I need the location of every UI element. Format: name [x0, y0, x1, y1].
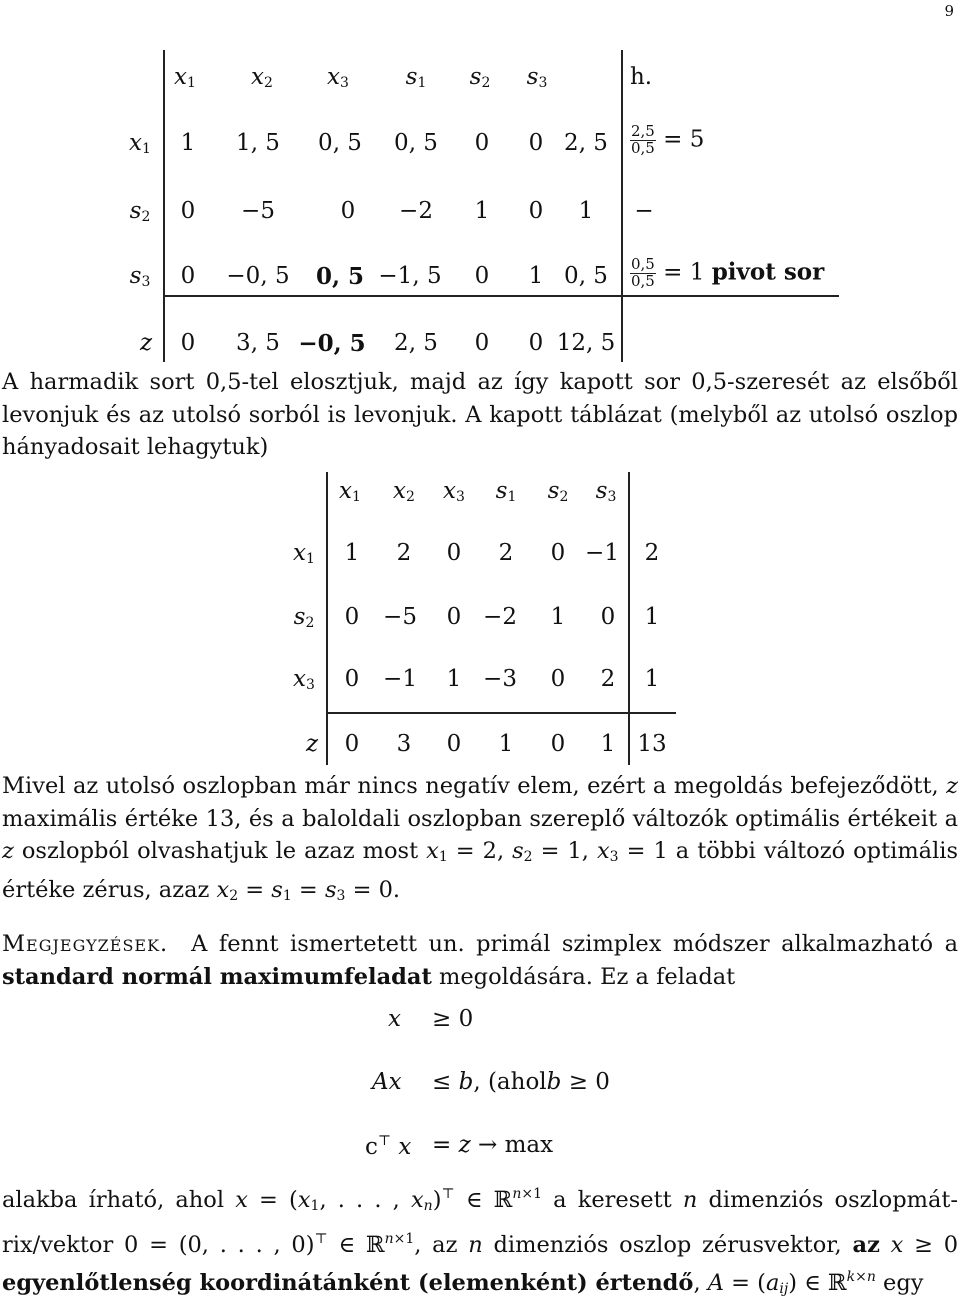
table1-row2-label: $s_2$: [129, 198, 151, 225]
table-cell: −5: [241, 198, 275, 224]
table1-header-h: h.: [629, 64, 653, 90]
table-cell: 0: [344, 604, 360, 630]
table1-header-x3: $x_3$: [327, 64, 349, 91]
table1-header-x1: $x_1$: [174, 64, 196, 91]
table1-row3-label: $s_3$: [129, 263, 151, 290]
table-cell: −2: [483, 604, 517, 630]
table-cell: −0, 5: [298, 330, 366, 357]
table-cell: 1: [528, 263, 544, 289]
table-cell: 12, 5: [556, 330, 616, 356]
table1-header-s2: $s_2$: [469, 64, 491, 91]
system-lhs-3: c⊤ x: [365, 1133, 412, 1160]
table1-row2-ratio: −: [634, 198, 654, 224]
table-cell: 0: [550, 540, 566, 566]
table-cell: 0: [474, 330, 490, 356]
table-cell: 1: [644, 604, 660, 630]
table1-row1-label: $x_1$: [129, 130, 151, 157]
table-cell: 1, 5: [236, 130, 280, 156]
table-cell: 1: [550, 604, 566, 630]
table-cell: 1: [180, 130, 196, 156]
table-cell: 0: [528, 130, 544, 156]
table-cell: 0: [474, 130, 490, 156]
table-cell: −1, 5: [378, 263, 442, 289]
page-number: 9: [944, 2, 954, 20]
table-cell: 2, 5: [564, 130, 608, 156]
table1-header-x2: $x_2$: [251, 64, 273, 91]
table-cell: 0: [528, 198, 544, 224]
table-cell: 1: [474, 198, 490, 224]
table1-row3-ratio: $\frac{0,5}{0,5}$ = 1 pivot sor: [631, 255, 825, 290]
table-cell: 0, 5: [318, 130, 362, 156]
table-cell: 1: [600, 731, 616, 757]
table2-header-s2: $s_2$: [547, 478, 569, 505]
table1-bottom-rule: [163, 295, 839, 297]
table2-header-x2: $x_2$: [393, 478, 415, 505]
table-cell: −2: [399, 198, 433, 224]
table2-header-s3: $s_3$: [595, 478, 617, 505]
table-cell: −3: [483, 666, 517, 692]
table-cell: 0: [344, 666, 360, 692]
pivot-row-note: pivot sor: [711, 258, 825, 286]
table-cell: 2: [396, 540, 412, 566]
table-cell: 0: [180, 263, 196, 289]
table1-row1-ratio: $\frac{2,5}{0,5}$ = 5: [631, 122, 705, 157]
table-cell: 1: [344, 540, 360, 566]
table2-left-rule: [326, 472, 328, 765]
table-cell: 2: [600, 666, 616, 692]
table-cell: 2: [644, 540, 660, 566]
paragraph-conclusion: Mivel az utolsó oszlopban már nincs negatív elem, ezért a megoldás befejeződött, z maximális értéke 13, és a baloldali oszlopban szereplő változók optimális értékeit a z oszlopból olvashatjuk le azaz most $x_1 = 2$, $s_2 = 1$, $x_3 = 1$ a többi változó optimális értéke zérus, azaz $x_2 = s_1 = s_3 = 0$.: [2, 773, 959, 904]
table-cell: 1: [578, 198, 594, 224]
table-cell: 0, 5: [394, 130, 438, 156]
table-cell: −5: [383, 604, 417, 630]
table-cell-pivot: 0, 5: [315, 263, 365, 290]
table-cell: 0: [446, 540, 462, 566]
table-cell: 3: [396, 731, 412, 757]
paragraph-explanation: alakba írható, ahol $x = (x_1$, . . . , $x_n)^⊤$ ∈ ℝ$^{n\times 1}$ a keresett n dimenziós oszlopmát-rix/vektor 0 = (0, . . . , 0)⊤ ∈ ℝ$^{n\times 1}$, az n dimenziós oszlop zérusvektor, az x ≥ 0 egyenlőtlenség koordinátánként (elemenként) értendő, $A = (a_{ij})$ ∈ ℝ$^{k\times n}$ egy: [2, 1186, 959, 1297]
table2-row2-label: $s_2$: [293, 604, 315, 631]
table-cell: 1: [644, 666, 660, 692]
table2-header-x1: $x_1$: [339, 478, 361, 505]
table-cell: −1: [383, 666, 417, 692]
table-cell: 0: [344, 731, 360, 757]
table2-row4-label: z: [305, 731, 319, 757]
table-cell: 0: [180, 198, 196, 224]
table-cell: 0: [550, 731, 566, 757]
table-cell: 0: [446, 604, 462, 630]
table2-mid-rule: [628, 472, 630, 765]
table2-header-s1: $s_1$: [495, 478, 517, 505]
table-cell: 0, 5: [564, 263, 608, 289]
table-cell: 0: [474, 263, 490, 289]
table2-header-x3: $x_3$: [443, 478, 465, 505]
paragraph-remarks: Megjegyzések. A fennt ismertetett un. primál szimplex módszer alkalmazható a standard normál maximumfeladat megoldására. Ez a feladat: [2, 931, 958, 990]
table-cell: 0: [446, 731, 462, 757]
table-cell: 0: [180, 330, 196, 356]
table1-header-s1: $s_1$: [405, 64, 427, 91]
table-cell: 2: [498, 540, 514, 566]
paragraph-division-step: A harmadik sort 0,5-tel elosztjuk, majd az így kapott sor 0,5-szeresét az elsőből levonjuk és az utolsó sorból is levonjuk. A kapott táblázat (melyből az utolsó oszlop hányadosait lehagytuk): [2, 369, 958, 460]
table2-bottom-rule: [326, 712, 676, 714]
table-cell: 2, 5: [394, 330, 438, 356]
table-cell: 0: [528, 330, 544, 356]
remarks-heading: Megjegyzések.: [2, 931, 169, 957]
table-cell: 0: [340, 198, 356, 224]
system-rhs-2: ≤ b, (aholb ≥ 0: [432, 1069, 610, 1095]
system-rhs-3: = z → max: [432, 1132, 554, 1158]
system-rhs-1: ≥ 0: [432, 1006, 474, 1032]
system-lhs-1: x: [388, 1006, 401, 1032]
table-cell: −0, 5: [226, 263, 290, 289]
table1-row4-label: z: [139, 330, 153, 356]
table-cell: −1: [585, 540, 619, 566]
table1-header-s3: $s_3$: [526, 64, 548, 91]
table-cell: 1: [446, 666, 462, 692]
table1-left-rule: [163, 50, 165, 362]
system-lhs-2: Ax: [372, 1069, 402, 1095]
table-cell: 0: [550, 666, 566, 692]
table-cell: 1: [498, 731, 514, 757]
table2-row3-label: $x_3$: [293, 666, 315, 693]
table-cell: 0: [600, 604, 616, 630]
table2-row1-label: $x_1$: [293, 540, 315, 567]
table-cell: 13: [637, 731, 667, 757]
table-cell: 3, 5: [236, 330, 280, 356]
table1-mid-rule: [621, 50, 623, 362]
